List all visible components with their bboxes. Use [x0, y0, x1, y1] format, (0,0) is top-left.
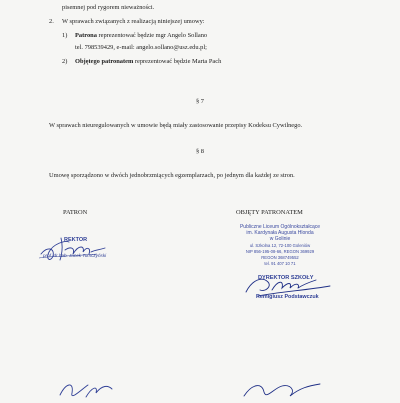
- school-stamp-line4: ul. Szkolna 12, 72-100 Goleniów: [249, 243, 311, 248]
- rektor-stamp-title: REKTOR: [64, 237, 88, 243]
- list-number: 1): [62, 32, 68, 39]
- list-item-patron: [75, 32, 207, 40]
- paragraph-p0: pisemnej pod rygorem nieważności.: [62, 4, 155, 11]
- section-8-heading: § 8: [196, 148, 204, 155]
- item-number: 2.: [49, 18, 54, 25]
- objety-label: OBJĘTY PATRONATEM: [236, 209, 303, 216]
- list-item-text: reprezentować będzie mgr Angelo Sollano: [98, 32, 208, 39]
- rektor-stamp-name: prof. dr hab. Jacek Tomczyński: [43, 253, 107, 258]
- list-item-text: reprezentować będzie Marta Pach: [134, 58, 222, 65]
- section-7-text: W sprawach nieuregulowanych w umowie będą miały zastosowanie przepisy Kodeksu Cywilnego.: [49, 122, 303, 129]
- list-item-bold: Objętego patronatem: [75, 58, 134, 65]
- rektor-signature: [35, 232, 115, 264]
- cropped-line: [69, 0, 294, 1]
- bottom-signature-right: [238, 378, 328, 402]
- school-stamp-line7: tel. 91 407 10 71: [264, 261, 296, 266]
- school-stamp-line1: Publiczne Liceum Ogólnokształcące: [239, 224, 321, 230]
- patron-label: PATRON: [63, 209, 88, 216]
- dyrektor-stamp-title: DYREKTOR SZKOŁY: [258, 275, 314, 281]
- section-7-heading: § 7: [196, 98, 204, 105]
- school-stamp-line3: w Golinie: [269, 236, 291, 242]
- list-item-bold: Patrona: [75, 32, 97, 39]
- section-8-text: Umowę sporządzono w dwóch jednobrzmiących egzemplarzach, po jednym dla każdej ze stron.: [49, 172, 295, 179]
- contact-line: tel. 798539429, e-mail: angelo.sollano@usz.edu.pl;: [75, 44, 207, 51]
- bottom-signature-left: [52, 375, 122, 403]
- school-stamp-line6: REGON 368749552: [261, 255, 299, 260]
- school-stamp-line2: im. Kardynała Augusta Hlonda: [246, 230, 314, 236]
- school-stamp-line5: NIP 856-195-08-66, REGON 369929: [245, 249, 315, 254]
- list-number: 2): [62, 58, 68, 65]
- dyrektor-name: Remigiusz Podstawczuk: [256, 294, 319, 300]
- paragraph-p2: W sprawach związanych z realizacją niniejszej umowy:: [62, 18, 205, 25]
- list-item-objety: [75, 58, 221, 66]
